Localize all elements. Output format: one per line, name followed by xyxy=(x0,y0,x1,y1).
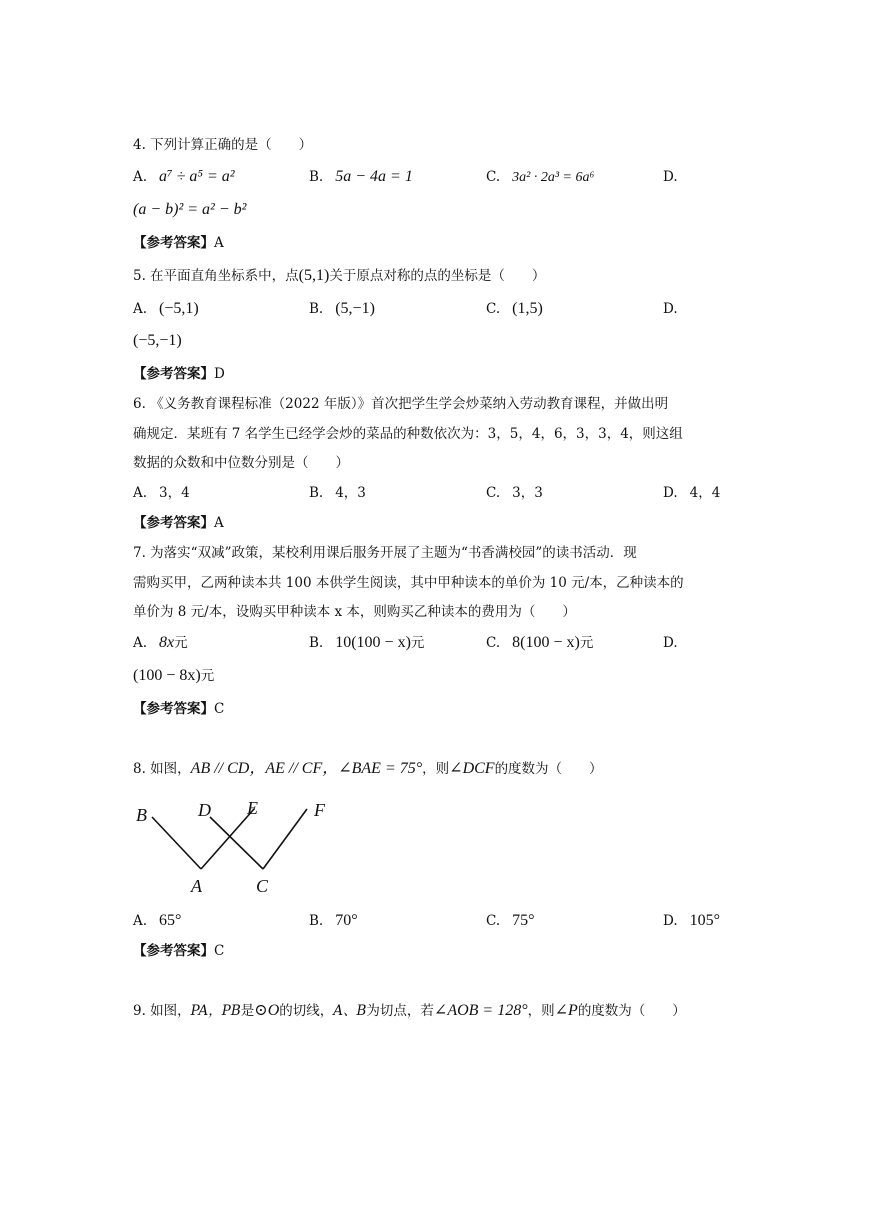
q4-answer: 【参考答案】A xyxy=(133,235,224,251)
q6-option-b: B. 4，3 xyxy=(309,485,366,501)
label-f: F xyxy=(314,800,325,820)
q7-option-d-label: D. xyxy=(663,635,678,651)
q4-option-b: B. 5a − 4a = 1 xyxy=(309,168,413,185)
q8-option-b: B. 70° xyxy=(309,912,358,929)
q7-stem-line1: 7. 为落实“双减”政策，某校利用课后服务开展了主题为“书香满校园”的读书活动．现 xyxy=(133,545,637,561)
q6-option-a: A. 3，4 xyxy=(133,485,190,501)
q7-option-d-expr: (100 − 8x)元 xyxy=(133,667,215,684)
q8-option-a: A. 65° xyxy=(133,912,182,929)
label-a: A xyxy=(191,876,202,896)
q4-option-c: C. 3a² · 2a³ = 6a⁶ xyxy=(486,169,595,185)
q5-option-d-expr: (−5,−1) xyxy=(133,332,182,349)
q8-option-c: C. 75° xyxy=(486,912,535,929)
q8-answer: 【参考答案】C xyxy=(133,943,225,959)
label-d: D xyxy=(198,800,211,820)
segment-cf xyxy=(263,809,307,869)
q7-stem-line3: 单价为 8 元/本，设购买甲种读本 x 本，则购买乙种读本的费用为（ ） xyxy=(133,604,576,620)
q4-option-d-label: D. xyxy=(663,169,678,185)
q8-option-d: D. 105° xyxy=(663,912,721,929)
label-e: E xyxy=(247,798,258,818)
q4-option-d-expr: (a − b)² = a² − b² xyxy=(133,201,247,218)
q8-stem: 8. 如图，AB // CD，AE // CF，∠BAE = 75°，则∠DCF的度数为（ ） xyxy=(133,760,603,777)
q7-stem-line2: 需购买甲，乙两种读本共 100 本供学生阅读，其中甲种读本的单价为 10 元/本，乙种读本的 xyxy=(133,575,684,591)
q7-answer: 【参考答案】C xyxy=(133,701,225,717)
segment-ba xyxy=(152,817,201,869)
q4-option-a: A. a⁷ ÷ a⁵ = a² xyxy=(133,168,235,185)
q9-stem: 9. 如图，PA，PB是⊙O的切线，A、B为切点，若∠AOB = 128°，则∠P的度数为（ ） xyxy=(133,1002,686,1019)
q5-option-d-label: D. xyxy=(663,301,678,317)
q8-figure xyxy=(130,795,340,900)
q6-stem-line3: 数据的众数和中位数分别是（ ） xyxy=(133,455,349,471)
q5-option-c: C. (1,5) xyxy=(486,300,543,317)
q5-option-b: B. (5,−1) xyxy=(309,300,375,317)
q4-stem: 4. 下列计算正确的是（ ） xyxy=(133,137,313,153)
q6-stem-line1: 6. 《义务教育课程标准（2022 年版）》首次把学生学会炒菜纳入劳动教育课程，并做出明 xyxy=(133,396,669,412)
q5-answer: 【参考答案】D xyxy=(133,366,225,382)
q6-stem-line2: 确规定．某班有 7 名学生已经学会炒的菜品的种数依次为：3，5，4，6，3，3，4，则这组 xyxy=(133,426,683,442)
label-c: C xyxy=(256,876,269,896)
q7-option-c: C. 8(100 − x)元 xyxy=(486,634,594,651)
label-b: B xyxy=(136,805,147,825)
q5-stem: 5. 在平面直角坐标系中，点(5,1)关于原点对称的点的坐标是（ ） xyxy=(133,267,546,284)
segment-dc xyxy=(210,817,263,869)
q7-option-b: B. 10(100 − x)元 xyxy=(309,634,425,651)
q6-option-c: C. 3，3 xyxy=(486,485,543,501)
q6-option-d: D. 4，4 xyxy=(663,485,721,501)
q6-answer: 【参考答案】A xyxy=(133,515,224,531)
q7-option-a: A. 8x元 xyxy=(133,634,188,651)
q5-option-a: A. (−5,1) xyxy=(133,300,199,317)
